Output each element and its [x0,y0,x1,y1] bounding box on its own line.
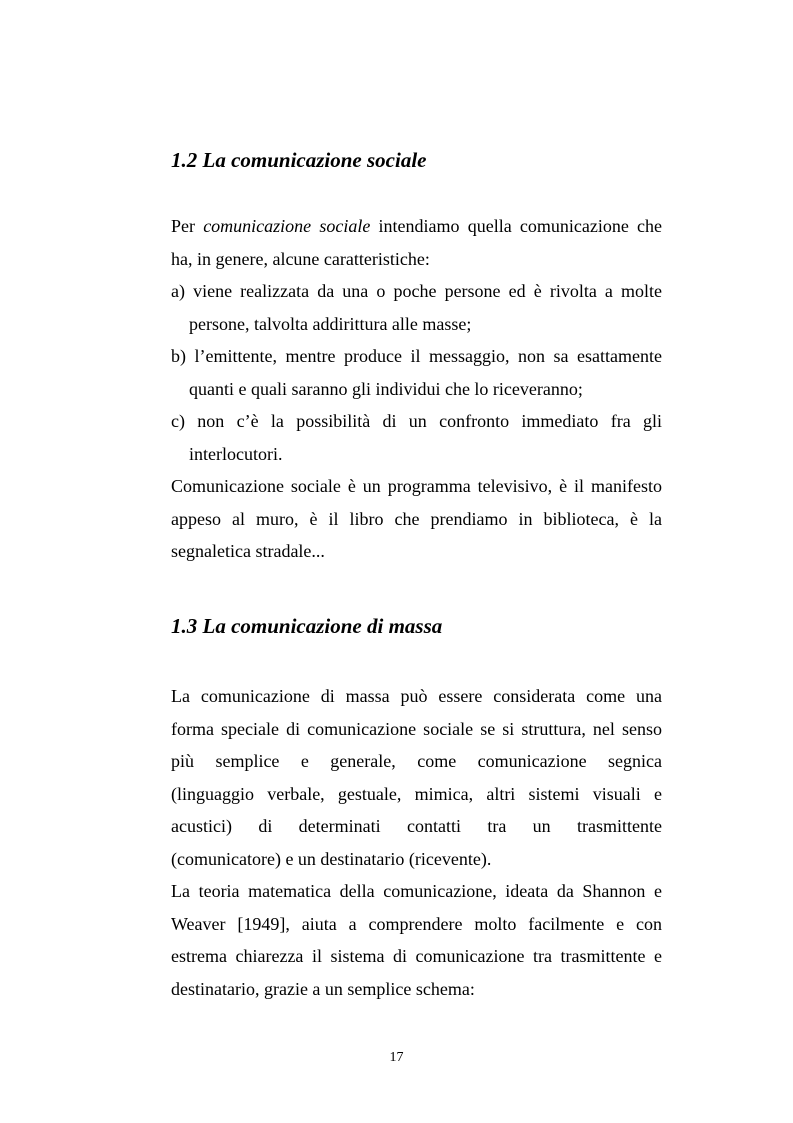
mass-para2-line-3: estrema chiarezza il sistema di comunicazione tra trasmittente e [171,946,662,966]
mass-para1-line-3: più semplice e generale, come comunicazione segnica [171,751,662,771]
list-item-c-text-1: non c’è la possibilità di un confronto immediato fra gli [197,411,662,431]
section-heading-1-2: 1.2 La comunicazione sociale [171,148,427,172]
list-item-c-line-1 [171,405,662,438]
mass-para2-line-1: La teoria matematica della comunicazione, ideata da Shannon e [171,881,662,901]
mass-para1-line-5: acustici) di determinati contatti tra un trasmittente [171,816,662,836]
social-para-line-3: segnaletica stradale... [171,541,325,561]
intro-rest: intendiamo quella comunicazione che [370,216,662,236]
list-item-c-line-2: interlocutori. [189,443,283,464]
social-para-line-2: appeso al muro, è il libro che prendiamo in biblioteca, è la [171,508,662,529]
document-page [171,0,662,1123]
mass-para1-line-4: (linguaggio verbale, gestuale, mimica, altri sistemi visuali e [171,783,662,804]
list-item-b-text-1: l’emittente, mentre produce il messaggio, non sa esattamente [194,346,663,366]
list-marker-c: c) [171,411,185,431]
mass-para2-line-4: destinatario, grazie a un semplice schema: [171,978,475,999]
mass-para2-line-2: Weaver [1949], aiuta a comprendere molto facilmente e con [171,913,662,934]
list-item-a-line-2: persone, talvolta addirittura alle masse; [189,313,472,334]
intro-line-1 [171,210,662,243]
section-1-3-body [171,680,662,1005]
list-item-a-line-1 [171,275,662,308]
section-heading-1-3: 1.3 La comunicazione di massa [171,614,443,638]
social-para-line-1: Comunicazione sociale è un programma televisivo, è il manifesto [171,476,662,496]
intro-line-2: ha, in genere, alcune caratteristiche: [171,248,430,269]
intro-lead: Per [171,216,204,236]
list-marker-b: b) [171,346,186,366]
list-marker-a: a) [171,281,185,301]
section-1-2-body [171,210,662,568]
mass-para1-line-6: (comunicatore) e un destinatario (ricevente). [171,848,492,869]
mass-para1-line-2: forma speciale di comunicazione sociale se si struttura, nel senso [171,718,662,739]
intro-emphasis: comunicazione sociale [203,216,371,236]
mass-para1-line-1: La comunicazione di massa può essere considerata come una [171,686,662,706]
list-item-b-line-1 [171,340,662,373]
list-item-b-line-2: quanti e quali saranno gli individui che lo riceveranno; [189,378,583,399]
page-number: 17 [389,1050,404,1065]
list-item-a-text-1: viene realizzata da una o poche persone ed è rivolta a molte [193,281,663,301]
